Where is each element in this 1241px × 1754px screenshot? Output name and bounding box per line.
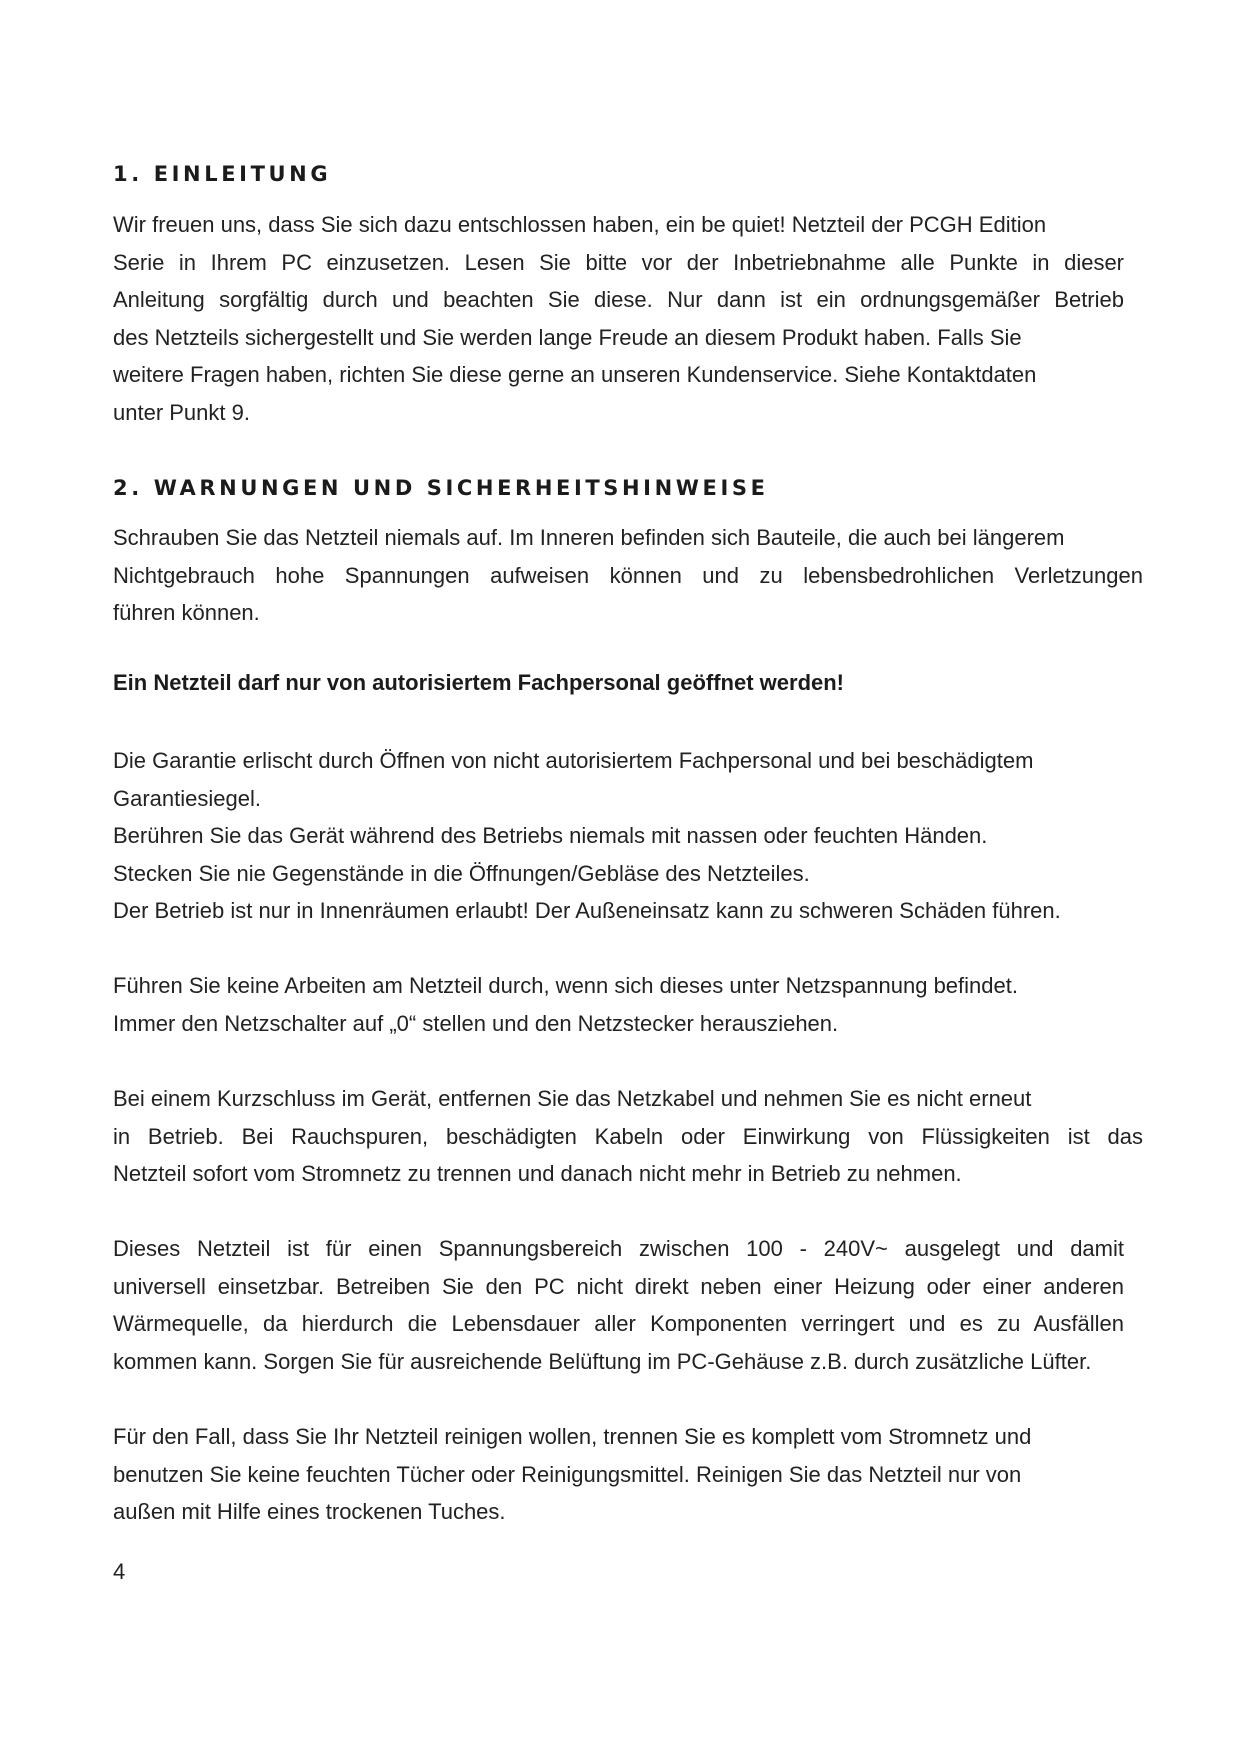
- short-circuit-paragraph: [113, 1080, 1153, 1193]
- cleaning-paragraph: [113, 1418, 1153, 1531]
- voltage-paragraph: [113, 1230, 1153, 1380]
- text-line: außen mit Hilfe eines trockenen Tuches.: [113, 1499, 506, 1524]
- text-line: in Betrieb. Bei Rauchspuren, beschädigten Kabeln oder Einwirkung von Flüssigkeiten ist das: [113, 1123, 1143, 1149]
- text-line: weitere Fragen haben, richten Sie diese gerne an unseren Kundenservice. Siehe Kontaktdaten: [113, 362, 1037, 387]
- text-line: kommen kann. Sorgen Sie für ausreichende Belüftung im PC-Gehäuse z.B. durch zusätzliche Lüfter.: [113, 1348, 1092, 1374]
- text-line: Stecken Sie nie Gegenstände in die Öffnungen/Gebläse des Netzteiles.: [113, 860, 810, 886]
- text-line: Die Garantie erlischt durch Öffnen von nicht autorisiertem Fachpersonal und bei beschädigtem: [113, 748, 1034, 773]
- text-line: Schrauben Sie das Netzteil niemals auf. Im Inneren befinden sich Bauteile, die auch bei längerem: [113, 525, 1065, 550]
- bold-warning-note: Ein Netzteil darf nur von autorisiertem Fachpersonal geöffnet werden!: [113, 670, 845, 695]
- section-1-paragraph: [113, 206, 1153, 431]
- text-line: unter Punkt 9.: [113, 399, 250, 425]
- text-line: benutzen Sie keine feuchten Tücher oder Reinigungsmittel. Reinigen Sie das Netzteil nur von: [113, 1461, 1022, 1487]
- text-line: Bei einem Kurzschluss im Gerät, entfernen Sie das Netzkabel und nehmen Sie es nicht erneut: [113, 1086, 1032, 1111]
- text-line: Der Betrieb ist nur in Innenräumen erlaubt! Der Außeneinsatz kann zu schweren Schäden führen.: [113, 898, 1061, 923]
- page-number: 4: [113, 1559, 126, 1584]
- text-line: Serie in Ihrem PC einzusetzen. Lesen Sie bitte vor der Inbetriebnahme alle Punkte in dieser: [113, 249, 1124, 275]
- text-line: Garantiesiegel.: [113, 785, 261, 811]
- text-line: des Netzteils sichergestellt und Sie werden lange Freude an diesem Produkt haben. Falls Sie: [113, 324, 1022, 350]
- text-line: Immer den Netzschalter auf „0“ stellen und den Netzstecker herausziehen.: [113, 1010, 839, 1036]
- section-2-heading: 2. WARNUNGEN UND SICHERHEITSHINWEISE: [113, 476, 769, 500]
- work-paragraph: [113, 967, 1153, 1042]
- text-line: Für den Fall, dass Sie Ihr Netzteil reinigen wollen, trennen Sie es komplett vom Stromnetz und: [113, 1424, 1032, 1449]
- text-line: Wir freuen uns, dass Sie sich dazu entschlossen haben, ein be quiet! Netzteil der PCGH Edition: [113, 212, 1047, 237]
- text-line: Dieses Netzteil ist für einen Spannungsbereich zwischen 100 - 240V~ ausgelegt und damit: [113, 1236, 1124, 1261]
- text-line: universell einsetzbar. Betreiben Sie den PC nicht direkt neben einer Heizung oder einer anderen: [113, 1273, 1124, 1299]
- text-line: Nichtgebrauch hohe Spannungen aufweisen können und zu lebensbedrohlichen Verletzungen: [113, 562, 1143, 588]
- section-1-heading: 1. EINLEITUNG: [113, 162, 332, 186]
- guarantee-paragraph: [113, 742, 1153, 930]
- text-line: Netzteil sofort vom Stromnetz zu trennen und danach nicht mehr in Betrieb zu nehmen.: [113, 1161, 962, 1186]
- text-line: Führen Sie keine Arbeiten am Netzteil durch, wenn sich dieses unter Netzspannung befindet.: [113, 973, 1018, 998]
- text-line: Anleitung sorgfältig durch und beachten Sie diese. Nur dann ist ein ordnungsgemäßer Betrieb: [113, 287, 1124, 312]
- text-line: Wärmequelle, da hierdurch die Lebensdauer aller Komponenten verringert und es zu Ausfällen: [113, 1311, 1124, 1336]
- warning-intro-paragraph: [113, 519, 1153, 632]
- text-line: Berühren Sie das Gerät während des Betriebs niemals mit nassen oder feuchten Händen.: [113, 823, 988, 848]
- text-line: führen können.: [113, 600, 260, 625]
